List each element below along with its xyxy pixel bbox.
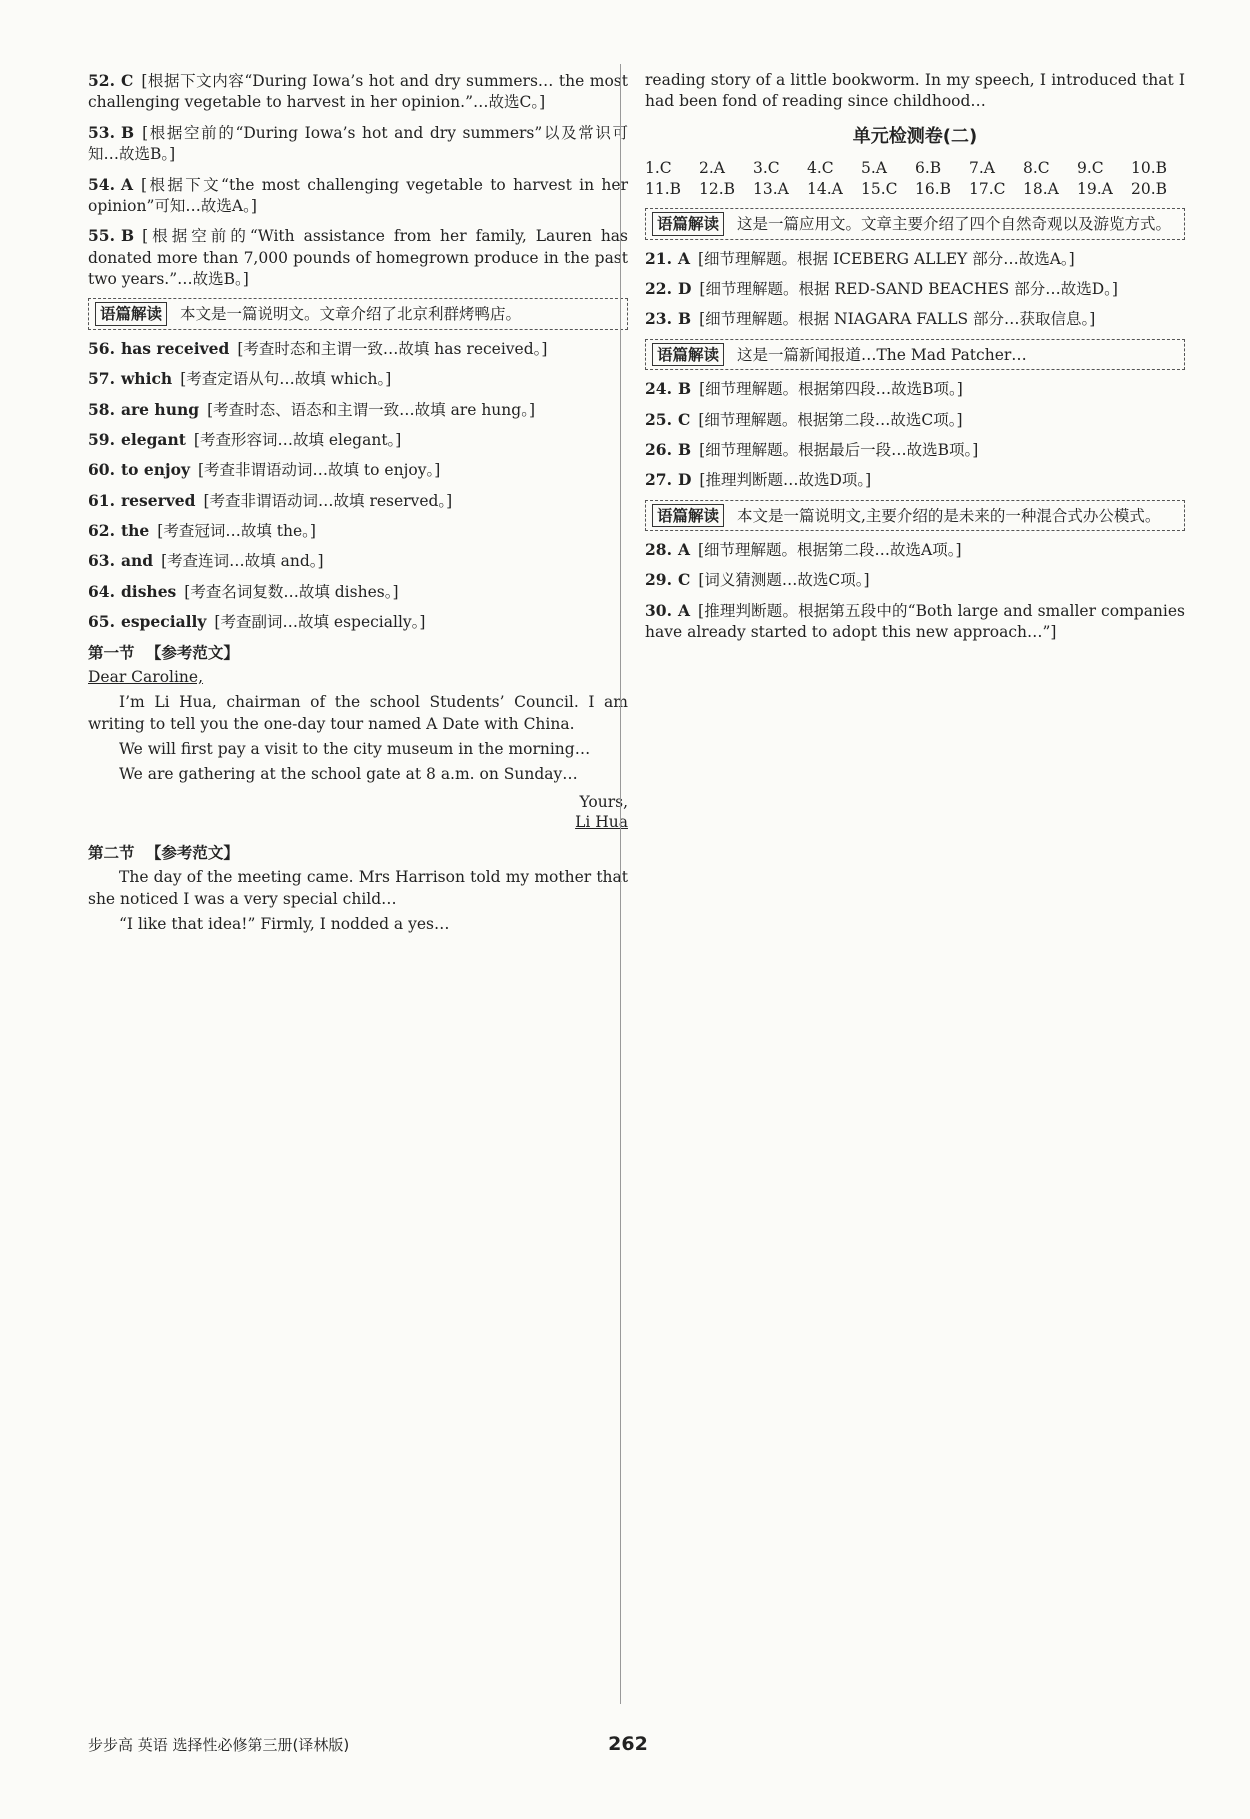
answer-item — [88, 174, 628, 218]
answer-cell: 18.A — [1023, 179, 1059, 198]
item-answer: B — [677, 379, 692, 399]
reading-note-3 — [645, 339, 1185, 370]
answer-item — [88, 399, 628, 421]
item-explanation: [根据下文“the most challenging vegetable to harvest in her opinion”可知…故选A。] — [88, 175, 628, 215]
answer-item — [645, 378, 1185, 400]
item-number: 21. — [645, 248, 672, 268]
item-number: 59. — [88, 429, 115, 449]
item-explanation: [考查形容词…故填 elegant。] — [193, 430, 402, 449]
answer-cell: 17.C — [969, 179, 1006, 198]
answer-item — [645, 439, 1185, 461]
item-number: 23. — [645, 309, 672, 329]
item-number: 61. — [88, 490, 115, 510]
reading-note-2 — [645, 208, 1185, 239]
item-explanation: [考查时态、语态和主谓一致…故填 are hung。] — [207, 400, 535, 419]
answer-cell: 1.C — [645, 158, 672, 177]
item-explanation: [根据空前的“During Iowa’s hot and dry summers”以及常识可知…故选B。] — [88, 123, 628, 164]
item-explanation: [考查连词…故填 and。] — [161, 552, 324, 571]
item-number: 65. — [88, 612, 115, 632]
page-footer — [88, 1735, 1168, 1759]
item-explanation: [细节理解题。根据 ICEBERG ALLEY 部分…故选A。] — [698, 249, 1075, 268]
reading-note-4 — [645, 500, 1185, 531]
item-number: 55. — [88, 226, 115, 246]
item-number: 30. — [645, 600, 672, 620]
answer-item — [645, 248, 1185, 270]
item-explanation: [细节理解题。根据 RED-SAND BEACHES 部分…故选D。] — [699, 280, 1118, 299]
reading-note-text: 本文是一篇说明文,主要介绍的是未来的一种混合式办公模式。 — [736, 506, 1161, 525]
answer-item — [88, 368, 628, 390]
unit-title: 单元检测卷(二) — [852, 125, 978, 147]
item-explanation: [细节理解题。根据第四段…故选B项。] — [699, 380, 963, 399]
item-answer: reserved — [120, 490, 196, 510]
page-number: 262 — [608, 1733, 648, 1755]
item-number: 24. — [645, 379, 672, 399]
item-answer: C — [120, 71, 134, 90]
paragraph: The day of the meeting came. Mrs Harrison told my mother that she noticed I was a very special child… — [88, 868, 628, 908]
answer-cell: 3.C — [753, 158, 780, 177]
item-explanation: [考查副词…故填 especially。] — [214, 613, 426, 632]
answer-cell: 11.B — [645, 179, 682, 198]
item-answer: A — [677, 600, 690, 620]
item-answer: C — [677, 409, 691, 429]
answer-cell: 4.C — [807, 158, 834, 177]
section-heading — [88, 842, 628, 863]
item-number: 25. — [645, 409, 672, 429]
item-number: 28. — [645, 540, 672, 560]
reading-note-text: 本文是一篇说明文。文章介绍了北京利群烤鸭店。 — [179, 305, 521, 324]
item-answer: especially — [120, 612, 207, 632]
item-number: 56. — [88, 338, 115, 358]
answer-item — [88, 70, 628, 114]
book-series-title: 步步高 英语 选择性必修第三册(译林版) — [88, 1736, 350, 1754]
item-explanation: [考查非谓语动词…故填 reserved。] — [203, 491, 453, 510]
section-number: 第二节 — [88, 843, 135, 863]
reading-note-tag: 语篇解读 — [652, 504, 724, 527]
answer-item — [88, 520, 628, 542]
section-heading — [88, 642, 628, 663]
item-answer: A — [677, 540, 690, 560]
item-number: 27. — [645, 470, 672, 490]
item-explanation: [考查名词复数…故填 dishes。] — [184, 582, 399, 601]
item-explanation: [细节理解题。根据第二段…故选C项。] — [698, 410, 963, 429]
item-number: 52. — [88, 71, 115, 90]
item-explanation: [根据空前的“With assistance from her family, Lauren has donated more than 7,000 pounds of homegrown produce in the past two years.”…故选B。] — [88, 227, 628, 288]
answer-cell: 10.B — [1131, 158, 1168, 177]
answer-cell: 5.A — [861, 158, 887, 177]
item-answer: A — [120, 174, 133, 194]
item-explanation: [推理判断题…故选D项。] — [699, 471, 872, 490]
answer-item — [88, 611, 628, 633]
paragraph: We are gathering at the school gate at 8 a.m. on Sunday… — [119, 765, 578, 784]
answer-item — [645, 539, 1185, 561]
answer-item — [88, 550, 628, 572]
answer-cell: 20.B — [1131, 179, 1168, 198]
letter-salutation: Dear Caroline, — [88, 667, 204, 686]
letter-body — [88, 692, 628, 786]
answer-item — [88, 490, 628, 512]
column-divider — [620, 64, 621, 1704]
item-number: 63. — [88, 551, 115, 571]
answer-item — [645, 409, 1185, 431]
answer-grid — [645, 158, 1185, 201]
item-explanation: [考查定语从句…故填 which。] — [180, 370, 392, 389]
item-answer: to enjoy — [120, 460, 190, 480]
item-answer: C — [677, 570, 691, 590]
answer-item — [88, 225, 628, 290]
answer-cell: 12.B — [699, 179, 736, 198]
item-explanation: [词义猜测题…故选C项。] — [698, 571, 870, 590]
item-answer: are hung — [120, 399, 200, 419]
item-number: 60. — [88, 460, 115, 480]
answer-list-52-55 — [88, 70, 628, 290]
answer-cell: 15.C — [861, 179, 898, 198]
reading-note-tag: 语篇解读 — [652, 212, 724, 235]
item-number: 57. — [88, 369, 115, 389]
answer-cell: 6.B — [915, 158, 942, 177]
item-explanation: [考查冠词…故填 the。] — [157, 522, 316, 540]
answer-cell: 13.A — [753, 179, 789, 198]
item-answer: A — [677, 248, 690, 268]
item-answer: B — [120, 226, 135, 246]
answer-item — [88, 581, 628, 603]
item-answer: D — [677, 470, 692, 490]
item-number: 58. — [88, 399, 115, 419]
item-answer: B — [120, 122, 135, 142]
answer-cell: 16.B — [915, 179, 952, 198]
item-answer: B — [677, 309, 692, 329]
reading-note-1 — [88, 298, 628, 329]
item-answer: has received — [120, 338, 230, 358]
letter-signoff — [88, 792, 628, 832]
item-number: 26. — [645, 439, 672, 459]
paragraph: “I like that idea!” Firmly, I nodded a yes… — [119, 915, 450, 934]
answer-item — [645, 469, 1185, 491]
item-answer: dishes — [120, 581, 177, 601]
answer-cell: 2.A — [699, 158, 725, 177]
item-answer: the — [120, 521, 150, 540]
sample-essay-1 — [88, 642, 628, 833]
answer-list-24-27 — [645, 378, 1185, 492]
item-answer: elegant — [120, 429, 186, 449]
item-explanation: [根据下文内容“During Iowa’s hot and dry summers… the most challenging vegetable to harvest in her opinion.”…故选C。] — [88, 72, 628, 112]
left-column — [88, 70, 628, 940]
answer-item — [645, 308, 1185, 330]
answer-cell: 7.A — [969, 158, 995, 177]
answer-list-21-23 — [645, 248, 1185, 331]
item-number: 53. — [88, 122, 115, 142]
essay-continuation: reading story of a little bookworm. In my speech, I introduced that I had been fond of reading since childhood… — [645, 71, 1185, 111]
item-number: 54. — [88, 174, 115, 194]
answer-item — [645, 569, 1185, 591]
item-number: 22. — [645, 279, 672, 299]
paragraph: We will first pay a visit to the city museum in the morning… — [119, 740, 591, 758]
answer-list-56-65 — [88, 338, 628, 634]
right-column — [645, 70, 1185, 652]
answer-cell: 14.A — [807, 179, 843, 198]
item-answer: which — [120, 369, 173, 389]
item-explanation: [考查非谓语动词…故填 to enjoy。] — [197, 461, 441, 480]
answer-cell: 9.C — [1077, 158, 1104, 177]
section-number: 第一节 — [88, 642, 135, 662]
answer-cell: 19.A — [1077, 179, 1113, 198]
answer-item — [645, 600, 1185, 644]
letter-closing: Yours, — [579, 792, 628, 811]
item-answer: and — [120, 551, 154, 571]
item-explanation: [细节理解题。根据第二段…故选A项。] — [698, 541, 962, 560]
essay-body — [88, 867, 628, 935]
reading-note-tag: 语篇解读 — [95, 302, 167, 325]
reading-note-text: 这是一篇应用文。文章主要介绍了四个自然奇观以及游览方式。 — [736, 215, 1171, 234]
answer-item — [88, 122, 628, 166]
answer-item — [88, 429, 628, 451]
answer-list-28-30 — [645, 539, 1185, 644]
item-number: 29. — [645, 570, 672, 590]
answer-item — [88, 459, 628, 481]
item-number: 62. — [88, 521, 115, 540]
item-explanation: [考查时态和主谓一致…故填 has received。] — [237, 339, 548, 358]
reading-note-text: 这是一篇新闻报道…The Mad Patcher… — [736, 345, 1027, 364]
sample-essay-2 — [88, 842, 628, 936]
item-number: 64. — [88, 581, 115, 601]
answer-item — [645, 278, 1185, 300]
paragraph: I’m Li Hua, chairman of the school Students’ Council. I am writing to tell you the one-day tour named A Date with China. — [88, 693, 628, 733]
section-label: 【参考范文】 — [145, 843, 239, 863]
item-explanation: [细节理解题。根据 NIAGARA FALLS 部分…获取信息。] — [699, 310, 1096, 329]
item-answer: B — [677, 439, 692, 459]
item-answer: D — [677, 279, 692, 299]
answer-item — [88, 338, 628, 360]
item-explanation: [细节理解题。根据最后一段…故选B项。] — [699, 440, 979, 459]
answer-cell: 8.C — [1023, 158, 1050, 177]
item-explanation: [推理判断题。根据第五段中的“Both large and smaller companies have already started to adopt this new approach…”] — [645, 601, 1185, 642]
reading-note-tag: 语篇解读 — [652, 343, 724, 366]
section-label: 【参考范文】 — [145, 642, 239, 662]
letter-signature: Li Hua — [575, 812, 628, 831]
